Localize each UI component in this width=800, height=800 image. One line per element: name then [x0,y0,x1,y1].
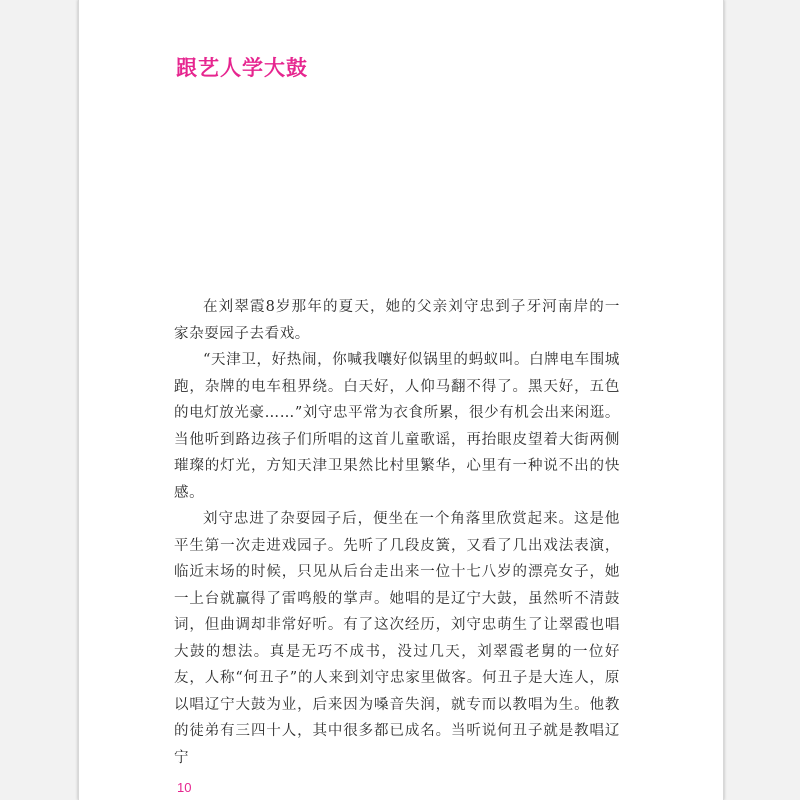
body-text [174,294,620,771]
chapter-title: 跟艺人学大鼓 [176,55,308,80]
document-page [78,0,724,800]
paragraph-1: 在刘翠霞8岁那年的夏天，她的父亲刘守忠到子牙河南岸的一家杂耍园子去看戏。 [174,299,620,342]
page-number: 10 [177,780,192,795]
paragraph-3: 刘守忠进了杂耍园子后，便坐在一个角落里欣赏起来。这是他平生第一次走进戏园子。先听了几段皮簧，又看了几出戏法表演，临近末场的时候，只见从后台走出来一位十七八岁的漂亮女子，她一上台就赢得了雷鸣般的掌声。她唱的是辽宁大鼓，虽然听不清鼓词，但曲调却非常好听。有了这次经历，刘守忠萌生了让翠霞也唱大鼓的想法。真是无巧不成书，没过几天，刘翠霞老舅的一位好友，人称“何丑子”的人来到刘守忠家里做客。何丑子是大连人，原以唱辽宁大鼓为业，后来因为嗓音失润，就专而以教唱为生。他教的徒弟有三四十人，其中很多都已成名。当听说何丑子就是教唱辽宁 [174,511,620,766]
paragraph-2: “天津卫，好热闹，你喊我嚷好似锅里的蚂蚁叫。白牌电车围城跑，杂牌的电车租界绕。白天好，人仰马翻不得了。黑天好，五色的电灯放光豪……”刘守忠平常为衣食所累，很少有机会出来闲逛。当他听到路边孩子们所唱的这首儿童歌谣，再抬眼皮望着大街两侧璀璨的灯光，方知天津卫果然比村里繁华，心里有一种说不出的快感。 [174,352,620,501]
